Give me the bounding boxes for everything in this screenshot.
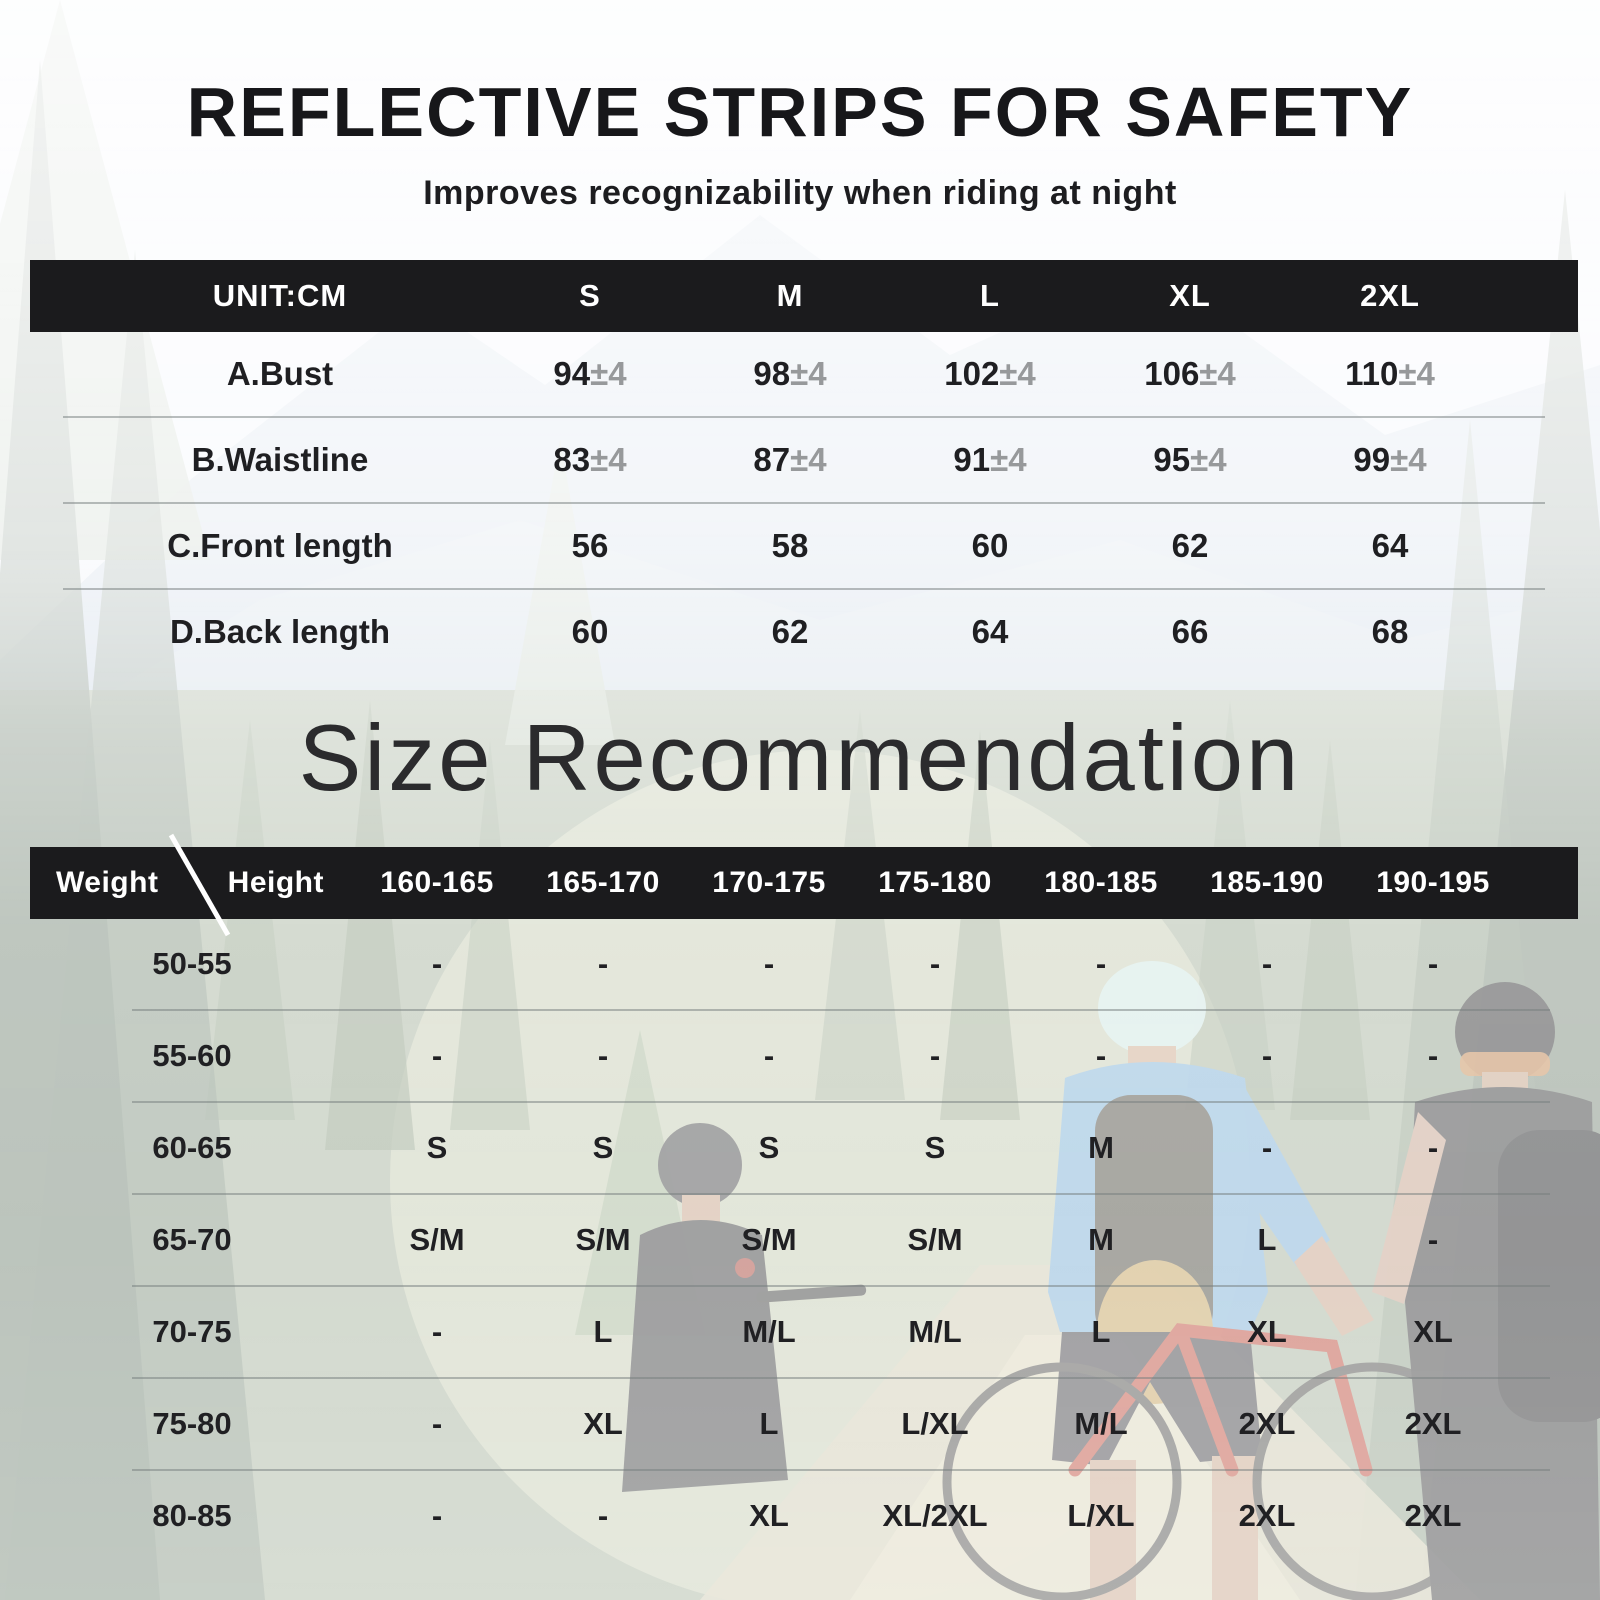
recommendation-cell: L xyxy=(1257,1222,1277,1257)
recommendation-cell: L xyxy=(593,1314,613,1349)
size-recommendation-header xyxy=(30,847,1578,919)
measurement-label: D.Back length xyxy=(169,613,391,650)
tolerance-value: ±4 xyxy=(1190,441,1227,478)
weight-range-label: 75-80 xyxy=(152,1406,232,1441)
recommendation-cell: M xyxy=(1088,1130,1114,1165)
height-column-header: 160-165 xyxy=(380,866,494,899)
recommendation-cell: XL xyxy=(1413,1314,1453,1349)
recommendation-cell: L xyxy=(759,1406,779,1441)
size-chart-body xyxy=(30,332,1578,674)
recommendation-row xyxy=(30,1379,1578,1469)
measurement-value xyxy=(890,355,1090,393)
measurement-value: 66 xyxy=(1171,613,1209,650)
recommendation-cell: - xyxy=(1427,946,1439,981)
recommendation-cell: - xyxy=(431,946,443,981)
recommendation-row xyxy=(30,1103,1578,1193)
recommendation-cell: L/XL xyxy=(901,1406,969,1441)
measurement-value: 58 xyxy=(771,527,809,564)
recommendation-cell: - xyxy=(929,946,941,981)
size-recommendation-title: Size Recommendation xyxy=(298,705,1302,810)
measurement-row xyxy=(30,590,1578,674)
weight-range-label: 70-75 xyxy=(152,1314,232,1349)
recommendation-cell: - xyxy=(431,1038,443,1073)
recommendation-cell: L/XL xyxy=(1067,1498,1135,1533)
size-chart-table xyxy=(30,260,1578,674)
measurement-value: 68 xyxy=(1371,613,1409,650)
weight-range-label: 55-60 xyxy=(152,1038,232,1073)
recommendation-cell: - xyxy=(763,1038,775,1073)
tolerance-value: ±4 xyxy=(790,441,827,478)
tolerance-value: ±4 xyxy=(1199,355,1236,392)
recommendation-row xyxy=(30,1471,1578,1561)
measurement-number: 94 xyxy=(553,355,591,392)
size-column-header: XL xyxy=(1169,278,1211,313)
measurement-value: 62 xyxy=(1171,527,1209,564)
measurement-row xyxy=(30,504,1578,588)
tolerance-value: ±4 xyxy=(1390,441,1427,478)
measurement-value xyxy=(490,441,690,479)
measurement-number: 102 xyxy=(944,355,1000,392)
measurement-number: 91 xyxy=(953,441,991,478)
recommendation-cell: S xyxy=(758,1130,780,1165)
recommendation-cell: - xyxy=(763,946,775,981)
measurement-number: 87 xyxy=(753,441,791,478)
recommendation-cell: S/M xyxy=(409,1222,465,1257)
recommendation-cell: XL xyxy=(583,1406,623,1441)
size-chart-header xyxy=(30,260,1578,332)
recommendation-cell: M/L xyxy=(742,1314,796,1349)
measurement-number: 106 xyxy=(1144,355,1200,392)
height-column-header: 175-180 xyxy=(878,866,992,899)
recommendation-cell: - xyxy=(1095,1038,1107,1073)
recommendation-cell: S xyxy=(592,1130,614,1165)
measurement-label: C.Front length xyxy=(167,527,393,564)
recommendation-cell: S/M xyxy=(907,1222,963,1257)
height-column-header: 180-185 xyxy=(1044,866,1158,899)
measurement-value: 62 xyxy=(771,613,809,650)
recommendation-cell: - xyxy=(1427,1038,1439,1073)
measurement-value xyxy=(1090,441,1290,479)
measurement-number: 83 xyxy=(553,441,591,478)
recommendation-cell: - xyxy=(597,1498,609,1533)
measurement-label: B.Waistline xyxy=(191,441,369,478)
recommendation-cell: M/L xyxy=(908,1314,962,1349)
measurement-value: 60 xyxy=(571,613,609,650)
measurement-value xyxy=(1090,355,1290,393)
measurement-value: 64 xyxy=(971,613,1009,650)
recommendation-cell: - xyxy=(1261,1130,1273,1165)
recommendation-row xyxy=(30,919,1578,1009)
measurement-value: 60 xyxy=(971,527,1009,564)
tolerance-value: ±4 xyxy=(590,441,627,478)
recommendation-cell: - xyxy=(597,1038,609,1073)
recommendation-cell: S/M xyxy=(741,1222,797,1257)
measurement-number: 110 xyxy=(1345,355,1399,392)
measurement-value xyxy=(1290,355,1490,393)
recommendation-cell: M/L xyxy=(1074,1406,1128,1441)
weight-range-label: 60-65 xyxy=(152,1130,232,1165)
height-column-header: 170-175 xyxy=(712,866,826,899)
measurement-value xyxy=(690,441,890,479)
measurement-value xyxy=(490,355,690,393)
recommendation-cell: - xyxy=(1095,946,1107,981)
recommendation-cell: L xyxy=(1091,1314,1111,1349)
recommendation-cell: 2XL xyxy=(1238,1406,1296,1441)
weight-range-label: 65-70 xyxy=(152,1222,232,1257)
tolerance-value: ±4 xyxy=(590,355,627,392)
corner-cell xyxy=(30,847,354,919)
recommendation-cell: XL xyxy=(1247,1314,1287,1349)
recommendation-cell: S/M xyxy=(575,1222,631,1257)
recommendation-row xyxy=(30,1287,1578,1377)
recommendation-cell: - xyxy=(1427,1222,1439,1257)
recommendation-cell: M xyxy=(1088,1222,1114,1257)
measurement-row xyxy=(30,332,1578,416)
size-column-header: 2XL xyxy=(1360,278,1420,313)
weight-label: Weight xyxy=(56,866,159,899)
recommendation-cell: XL xyxy=(749,1498,789,1533)
measurement-value: 56 xyxy=(571,527,609,564)
recommendation-row xyxy=(30,1011,1578,1101)
size-recommendation-body xyxy=(30,919,1578,1561)
height-column-header: 190-195 xyxy=(1376,866,1490,899)
recommendation-row xyxy=(30,1195,1578,1285)
recommendation-cell: - xyxy=(929,1038,941,1073)
measurement-value: 64 xyxy=(1371,527,1409,564)
measurement-value xyxy=(690,355,890,393)
recommendation-cell: 2XL xyxy=(1404,1498,1462,1533)
recommendation-cell: - xyxy=(431,1314,443,1349)
weight-range-label: 80-85 xyxy=(152,1498,232,1533)
height-column-header: 185-190 xyxy=(1210,866,1324,899)
recommendation-cell: 2XL xyxy=(1238,1498,1296,1533)
height-label: Height xyxy=(227,866,324,899)
recommendation-cell: S xyxy=(426,1130,448,1165)
size-recommendation-table xyxy=(30,847,1578,1561)
height-column-header: 165-170 xyxy=(546,866,660,899)
corner-diagonal-line xyxy=(30,847,354,919)
tolerance-value: ±4 xyxy=(1398,355,1435,392)
recommendation-cell: - xyxy=(431,1406,443,1441)
size-column-header: M xyxy=(776,278,804,313)
size-column-header: L xyxy=(980,278,1000,313)
size-column-header: S xyxy=(579,278,601,313)
recommendation-cell: - xyxy=(597,946,609,981)
measurement-value xyxy=(890,441,1090,479)
tolerance-value: ±4 xyxy=(990,441,1027,478)
unit-label: UNIT:CM xyxy=(212,278,348,313)
page-subtitle: Improves recognizability when riding at night xyxy=(423,174,1177,212)
measurement-label: A.Bust xyxy=(226,355,334,392)
recommendation-cell: - xyxy=(1261,1038,1273,1073)
recommendation-cell: - xyxy=(1261,946,1273,981)
recommendation-cell: XL/2XL xyxy=(882,1498,988,1533)
recommendation-cell: - xyxy=(1427,1130,1439,1165)
measurement-number: 98 xyxy=(753,355,791,392)
measurement-number: 99 xyxy=(1353,441,1391,478)
measurement-value xyxy=(1290,441,1490,479)
tolerance-value: ±4 xyxy=(999,355,1036,392)
page-title: REFLECTIVE STRIPS FOR SAFETY xyxy=(186,73,1414,151)
weight-range-label: 50-55 xyxy=(152,946,232,981)
measurement-row xyxy=(30,418,1578,502)
recommendation-cell: - xyxy=(431,1498,443,1533)
measurement-number: 95 xyxy=(1153,441,1191,478)
recommendation-cell: S xyxy=(924,1130,946,1165)
recommendation-cell: 2XL xyxy=(1404,1406,1462,1441)
tolerance-value: ±4 xyxy=(790,355,827,392)
